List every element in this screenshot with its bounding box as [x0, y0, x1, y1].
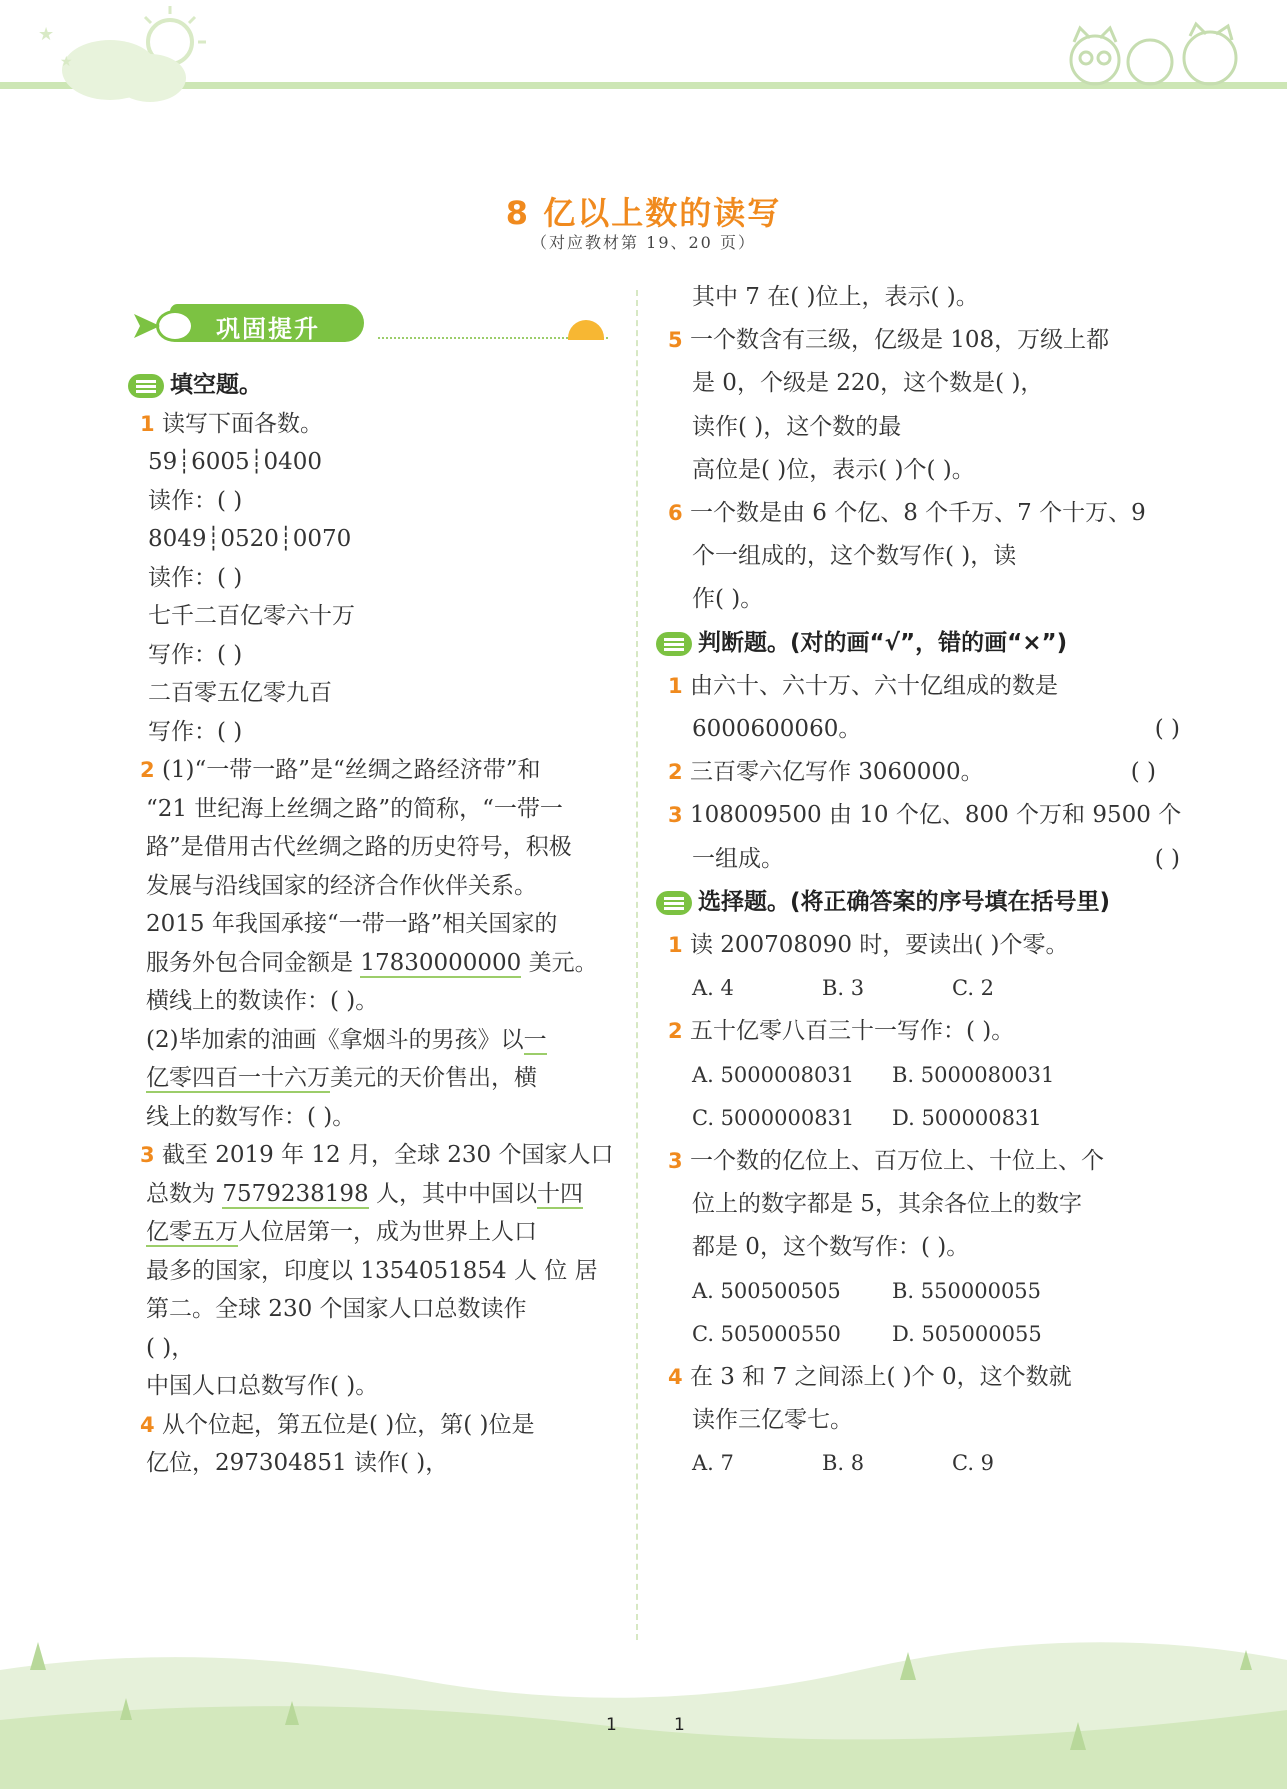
text-segment: 美元。: [521, 949, 598, 976]
text-line: [140, 755, 620, 785]
text-line: [668, 930, 1148, 960]
question-text: 二百零五亿零九百: [148, 680, 332, 706]
text-line: [128, 370, 608, 400]
option-label: B. 8: [822, 1451, 865, 1476]
question-text: 一个数含有三级，亿级是 108，万级上都: [689, 327, 1110, 354]
question-text: 五十亿零八百三十一写作：( )。: [689, 1018, 1015, 1045]
animal-faces-icon: [1060, 20, 1260, 90]
question-text: 其中 7 在( )位上，表示( )。: [692, 284, 979, 310]
text-line: [140, 1217, 626, 1247]
question-text: 作( )。: [692, 586, 764, 613]
text-line: [148, 486, 628, 516]
question-number: 1: [668, 933, 683, 957]
underlined-text: 亿零四百一十六万: [146, 1065, 330, 1091]
option-label: C. 9: [952, 1451, 995, 1476]
question-text: 读作：( ): [148, 564, 243, 591]
text-line: [148, 678, 628, 708]
question-text: 读作( )，这个数的最: [692, 413, 902, 440]
text-line: [668, 368, 1172, 398]
question-text: 是 0，个级是 220，这个数是( )，: [692, 370, 1044, 397]
question-text: 6000600060。: [692, 716, 862, 742]
section-badge-icon: [656, 891, 692, 915]
text-line: [668, 584, 1172, 614]
question-text: 8049┊0520┊0070: [148, 526, 352, 552]
text-line: [148, 563, 628, 593]
question-number: 5: [668, 328, 683, 353]
text-line: [668, 671, 1148, 701]
hills-footer: [0, 1630, 1287, 1789]
text-line: [668, 800, 1182, 830]
text-line: [668, 498, 1148, 528]
text-line: [140, 1025, 626, 1055]
text-line: [668, 455, 1172, 485]
option-label: B. 3: [822, 976, 865, 1001]
question-text: 2015 年我国承接“一带一路”相关国家的: [146, 911, 558, 937]
question-number: 4: [140, 1412, 155, 1437]
text-segment: 美元的天价售出，横: [330, 1065, 537, 1091]
underlined-text: 十四: [536, 1180, 583, 1207]
text-line: [148, 717, 628, 747]
text-line: [140, 948, 626, 978]
text-line: [148, 601, 628, 631]
text-line: [140, 409, 620, 439]
whale-icon: [156, 310, 194, 342]
underlined-text: 亿零五万: [146, 1219, 238, 1245]
sunset-icon: [568, 320, 604, 340]
question-text: 在 3 和 7 之间添上( )个 0，这个数就: [689, 1364, 1072, 1390]
option-label: C. 5000000831: [692, 1105, 855, 1130]
page-number: 1: [606, 1715, 617, 1735]
svg-text:★: ★: [38, 24, 55, 45]
cloud-sun-icon: [20, 0, 220, 110]
question-text: 亿位，297304851 读作( )，: [146, 1450, 449, 1476]
text-line: [140, 1256, 626, 1286]
option-label: D. 505000055: [892, 1321, 1042, 1346]
page-number: 1: [674, 1715, 685, 1735]
section-tag-label: 巩固提升: [216, 315, 320, 343]
text-line: [668, 714, 1180, 744]
question-text: 59┊6005┊0400: [148, 449, 323, 475]
question-text: 第二。全球 230 个国家人口总数读作: [146, 1296, 527, 1322]
text-line: [140, 1102, 626, 1132]
question-number: 2: [668, 760, 683, 785]
text-line: [668, 1405, 1172, 1435]
text-segment: 人位居第一，成为世界上人口: [238, 1219, 537, 1245]
question-text: 108009500 由 10 个亿、800 个万和 9500 个: [689, 802, 1182, 829]
option-label: D. 500000831: [892, 1105, 1042, 1130]
section-heading: 填空题。: [170, 372, 262, 398]
option-label: A. 4: [692, 976, 734, 1001]
option-label: A. 7: [692, 1451, 734, 1476]
question-text: (1)“一带一路”是“丝绸之路经济带”和: [161, 757, 541, 783]
question-text: 高位是( )位，表示( )个( )。: [692, 456, 975, 483]
question-text: “21 世纪海上丝绸之路”的简称，“一带一: [146, 795, 563, 822]
question-text: 写作：( ): [148, 641, 243, 668]
text-line: [668, 1189, 1172, 1219]
text-line: [140, 1294, 626, 1324]
text-line: [668, 1362, 1148, 1392]
question-number: 4: [668, 1365, 683, 1389]
section-heading: 选择题。(将正确答案的序号填在括号里): [698, 888, 1111, 915]
question-text: 由六十、六十万、六十亿组成的数是: [689, 672, 1058, 699]
question-text: 发展与沿线国家的经济合作伙伴关系。: [146, 872, 537, 899]
underlined-text: 17830000000: [360, 949, 522, 976]
text-line: [140, 1371, 626, 1401]
text-segment: (2)毕加索的油画《拿烟斗的男孩》以: [146, 1026, 524, 1053]
text-line: [140, 909, 626, 939]
text-line: [148, 640, 628, 670]
option-label: C. 2: [952, 976, 995, 1001]
question-text: 截至 2019 年 12 月，全球 230 个国家人口: [161, 1142, 614, 1168]
underlined-text: 7579238198: [222, 1180, 369, 1207]
column-separator: [636, 290, 638, 1640]
question-text: 七千二百亿零六十万: [148, 603, 355, 629]
question-number: 2: [668, 1019, 683, 1044]
question-text: 一组成。: [692, 845, 784, 872]
question-number: 3: [668, 1149, 683, 1173]
text-line: [668, 1232, 1172, 1262]
question-text: 最多的国家，印度以 1354051854 人 位 居: [146, 1257, 598, 1284]
text-line: [656, 887, 1136, 917]
question-text: 个一组成的，这个数写作( )，读: [692, 543, 1017, 570]
page-title: 8 亿以上数的读写: [505, 194, 782, 232]
answer-bracket: ( ): [1154, 716, 1180, 742]
question-text: 三百零六亿写作 3060000。: [689, 759, 984, 786]
text-line: [140, 1140, 620, 1170]
text-line: [140, 1448, 626, 1478]
question-number: 1: [140, 411, 155, 436]
question-number: 1: [668, 673, 683, 698]
question-text: 读 200708090 时，要读出( )个零。: [689, 932, 1069, 958]
text-line: [140, 1410, 620, 1440]
question-text: 读作：( ): [148, 487, 243, 514]
option-label: B. 550000055: [892, 1278, 1042, 1303]
svg-text:★: ★: [60, 54, 73, 70]
page-subtitle: （对应教材第 19、20 页）: [531, 233, 756, 252]
section-tag: [130, 300, 376, 344]
option-label: C. 505000550: [692, 1321, 841, 1346]
question-text: 一个数的亿位上、百万位上、十位上、个: [689, 1148, 1104, 1174]
text-line: [668, 757, 1156, 787]
underlined-text: 一: [523, 1026, 547, 1053]
text-line: [668, 844, 1180, 874]
section-badge-icon: [128, 374, 164, 398]
question-text: ( )，: [146, 1334, 195, 1361]
question-text: 都是 0，这个数写作：( )。: [692, 1234, 970, 1261]
option-label: B. 5000080031: [892, 1062, 1055, 1087]
question-text: 写作：( ): [148, 718, 243, 745]
text-segment: 总数为: [146, 1180, 223, 1207]
question-text: 从个位起，第五位是( )位，第( )位是: [161, 1411, 535, 1438]
text-line: [656, 628, 1136, 658]
question-text: 读写下面各数。: [161, 410, 323, 437]
question-number: 3: [140, 1143, 155, 1167]
text-line: [140, 871, 626, 901]
question-number: 3: [668, 803, 683, 828]
section-badge-icon: [656, 632, 692, 656]
question-number: 6: [668, 501, 683, 525]
question-text: 一个数是由 6 个亿、8 个千万、7 个十万、9: [689, 500, 1146, 526]
question-text: 位上的数字都是 5，其余各位上的数字: [692, 1191, 1082, 1218]
option-label: A. 5000008031: [692, 1062, 855, 1087]
text-line: [140, 986, 626, 1016]
text-line: [148, 447, 628, 477]
text-line: [668, 1016, 1148, 1046]
tail-icon: [130, 314, 160, 338]
text-line: [140, 1333, 626, 1363]
text-line: [140, 1179, 626, 1209]
text-line: [668, 541, 1172, 571]
answer-bracket: ( ): [1154, 845, 1180, 872]
question-number: 2: [140, 758, 155, 782]
section-heading: 判断题。(对的画“√”，错的画“×”): [698, 629, 1068, 656]
question-text: 路”是借用古代丝绸之路的历史符号，积极: [146, 834, 572, 860]
question-text: 中国人口总数写作( )。: [146, 1373, 379, 1399]
text-line: [668, 412, 1172, 442]
text-line: [140, 794, 626, 824]
text-segment: 人，其中中国以: [368, 1180, 537, 1207]
text-line: [140, 1063, 626, 1093]
text-line: [668, 1146, 1148, 1176]
question-text: 线上的数写作：( )。: [146, 1103, 356, 1130]
text-line: [140, 832, 626, 862]
question-text: 横线上的数读作：( )。: [146, 988, 379, 1014]
text-line: [668, 282, 1172, 312]
text-line: [668, 325, 1148, 355]
text-segment: 服务外包合同金额是: [146, 949, 361, 976]
question-text: 读作三亿零七。: [692, 1407, 853, 1434]
text-line: [148, 524, 628, 554]
answer-bracket: ( ): [1130, 759, 1156, 786]
option-label: A. 500500505: [692, 1278, 841, 1303]
